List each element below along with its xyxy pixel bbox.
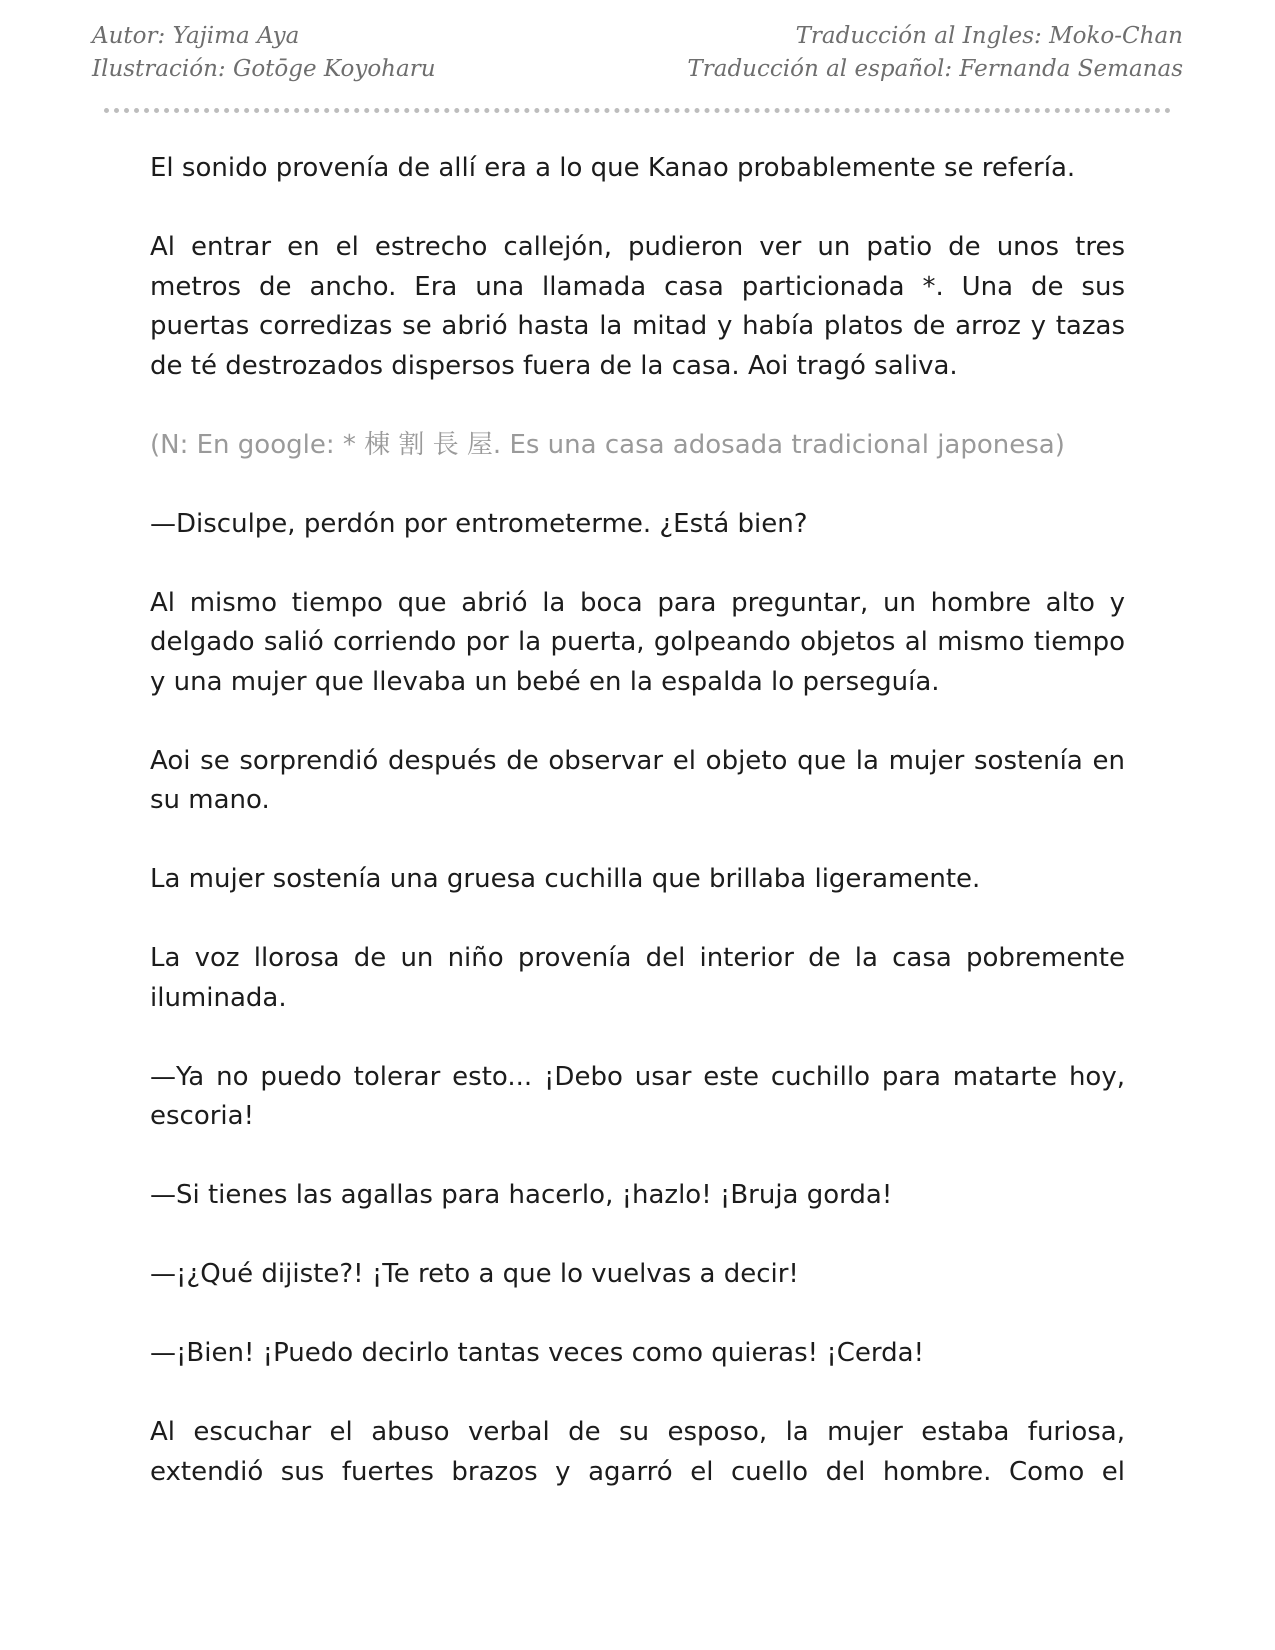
- translator-note: (N: En google: * 棟 割 長 屋. Es una casa adosada tradicional japonesa): [150, 429, 1065, 460]
- author-credit: Autor: Yajima Aya: [92, 23, 300, 49]
- paragraph: La voz llorosa de un niño provenía del interior de la casa pobremente iluminada.: [150, 943, 1125, 1013]
- header-credits-left: [92, 20, 436, 86]
- paragraph: —¡Bien! ¡Puedo decirlo tantas veces como quieras! ¡Cerda!: [150, 1338, 924, 1368]
- header-divider: [104, 108, 1171, 113]
- paragraph: —¡¿Qué dijiste?! ¡Te reto a que lo vuelvas a decir!: [150, 1259, 799, 1289]
- page-body: [150, 149, 1125, 1532]
- paragraph: —Disculpe, perdón por entrometerme. ¿Está bien?: [150, 508, 808, 539]
- illustration-credit: Ilustración: Gotōge Koyoharu: [92, 56, 436, 82]
- english-translation-credit: Traducción al Ingles: Moko-Chan: [795, 23, 1183, 49]
- paragraph: Aoi se sorprendió después de observar el objeto que la mujer sostenía en su mano.: [150, 745, 1125, 815]
- paragraph: Al escuchar el abuso verbal de su esposo, la mujer estaba furiosa, extendió sus fuertes brazos y agarró el cuello del hombre. Como el: [150, 1417, 1125, 1487]
- page-header: [92, 20, 1183, 90]
- paragraph: —Si tienes las agallas para hacerlo, ¡hazlo! ¡Bruja gorda!: [150, 1180, 893, 1210]
- paragraph: Al entrar en el estrecho callejón, pudieron ver un patio de unos tres metros de ancho. Era una llamada casa particionada *. Una de sus puertas corredizas se abrió hasta la mitad y había platos de arroz y tazas de té destrozados dispersos fuera de la casa. Aoi tragó saliva.: [150, 232, 1125, 381]
- header-credits-right: [687, 20, 1183, 86]
- paragraph: —Ya no puedo tolerar esto... ¡Debo usar este cuchillo para matarte hoy, escoria!: [150, 1061, 1125, 1131]
- paragraph: La mujer sostenía una gruesa cuchilla que brillaba ligeramente.: [150, 864, 981, 894]
- paragraph: El sonido provenía de allí era a lo que Kanao probablemente se refería.: [150, 153, 1076, 183]
- paragraph: Al mismo tiempo que abrió la boca para preguntar, un hombre alto y delgado salió corriendo por la puerta, golpeando objetos al mismo tiempo y una mujer que llevaba un bebé en la espalda lo perseguía.: [150, 587, 1125, 697]
- spanish-translation-credit: Traducción al español: Fernanda Semanas: [687, 56, 1183, 82]
